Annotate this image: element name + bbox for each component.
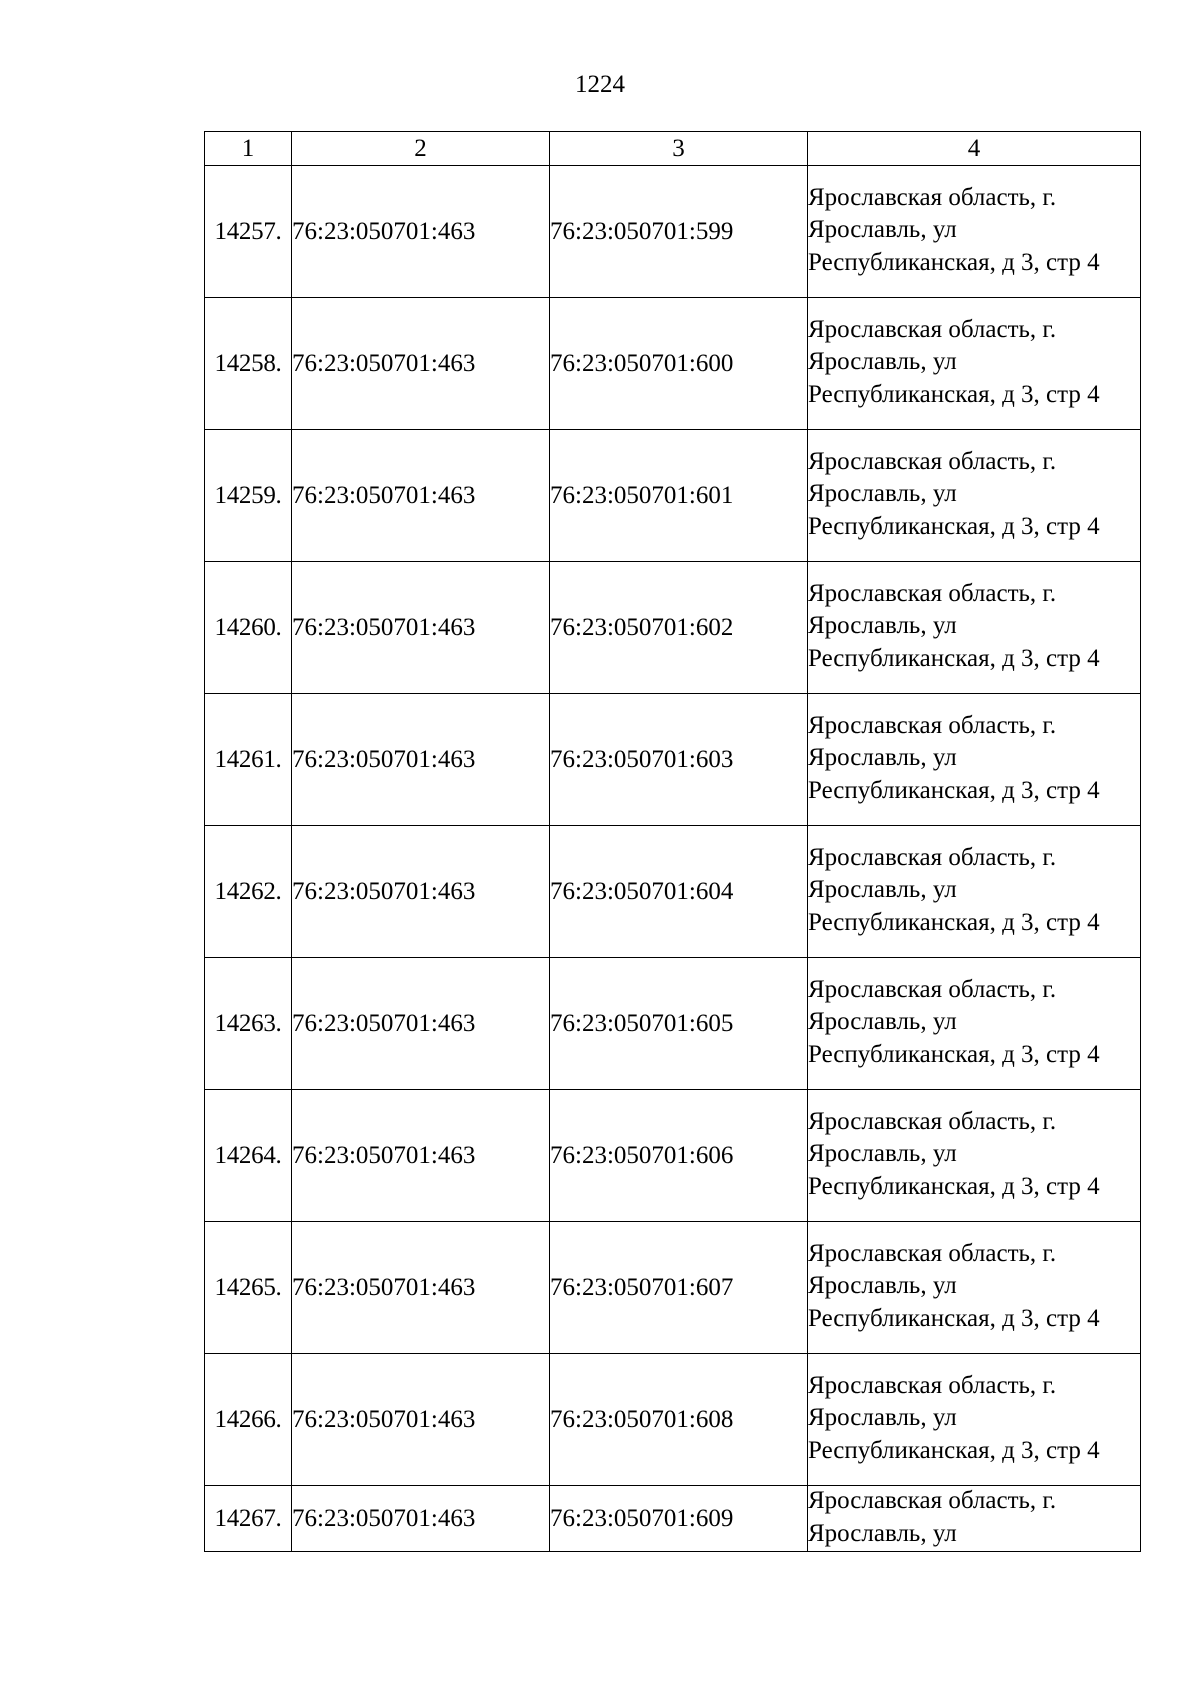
address: Ярославская область, г. Ярославль, ул Республиканская, д 3, стр 4: [808, 579, 1100, 672]
row-number: 14259.: [205, 430, 292, 562]
cadastral-number: 76:23:050701:608: [550, 1354, 808, 1486]
address: Ярославская область, г. Ярославль, ул Республиканская, д 3, стр 4: [808, 1371, 1100, 1464]
address-cell: [808, 1222, 1141, 1354]
cadastral-number: 76:23:050701:602: [550, 562, 808, 694]
row-number: 14261.: [205, 694, 292, 826]
row-number: 14260.: [205, 562, 292, 694]
table-row: [205, 1354, 1141, 1486]
table-row: [205, 562, 1141, 694]
table-row: [205, 430, 1141, 562]
address: Ярославская область, г. Ярославль, ул: [808, 1487, 1057, 1547]
cadastral-number: 76:23:050701:601: [550, 430, 808, 562]
row-number: 14264.: [205, 1090, 292, 1222]
address-cell: [808, 958, 1141, 1090]
address: Ярославская область, г. Ярославль, ул Республиканская, д 3, стр 4: [808, 1107, 1100, 1200]
address-cell: [808, 1354, 1141, 1486]
parent-cadastral-number: 76:23:050701:463: [292, 562, 550, 694]
table-row: [205, 958, 1141, 1090]
column-header-4: 4: [808, 132, 1141, 166]
table-row: [205, 1486, 1141, 1552]
parent-cadastral-number: 76:23:050701:463: [292, 1486, 550, 1552]
parent-cadastral-number: 76:23:050701:463: [292, 1222, 550, 1354]
row-number: 14267.: [205, 1486, 292, 1552]
row-number: 14265.: [205, 1222, 292, 1354]
address: Ярославская область, г. Ярославль, ул Республиканская, д 3, стр 4: [808, 315, 1100, 408]
address-cell: [808, 694, 1141, 826]
parent-cadastral-number: 76:23:050701:463: [292, 166, 550, 298]
address-cell: [808, 562, 1141, 694]
row-number: 14266.: [205, 1354, 292, 1486]
address-cell: [808, 430, 1141, 562]
cadastral-number: 76:23:050701:607: [550, 1222, 808, 1354]
cadastral-number: 76:23:050701:599: [550, 166, 808, 298]
parent-cadastral-number: 76:23:050701:463: [292, 1354, 550, 1486]
parent-cadastral-number: 76:23:050701:463: [292, 958, 550, 1090]
address-cell: [808, 1486, 1141, 1552]
address: Ярославская область, г. Ярославль, ул Республиканская, д 3, стр 4: [808, 447, 1100, 540]
table-header: [205, 132, 1141, 166]
parent-cadastral-number: 76:23:050701:463: [292, 430, 550, 562]
address: Ярославская область, г. Ярославль, ул Республиканская, д 3, стр 4: [808, 183, 1100, 276]
header-row: [205, 132, 1141, 166]
parent-cadastral-number: 76:23:050701:463: [292, 298, 550, 430]
page-number: 1224: [575, 71, 625, 98]
row-number: 14258.: [205, 298, 292, 430]
registry-table: [204, 131, 1141, 1552]
table-row: [205, 166, 1141, 298]
cadastral-number: 76:23:050701:604: [550, 826, 808, 958]
address: Ярославская область, г. Ярославль, ул Республиканская, д 3, стр 4: [808, 1239, 1100, 1332]
column-header-3: 3: [550, 132, 808, 166]
column-header-2: 2: [292, 132, 550, 166]
parent-cadastral-number: 76:23:050701:463: [292, 694, 550, 826]
address-cell: [808, 298, 1141, 430]
cadastral-number: 76:23:050701:605: [550, 958, 808, 1090]
row-number: 14257.: [205, 166, 292, 298]
cadastral-number: 76:23:050701:603: [550, 694, 808, 826]
table-row: [205, 298, 1141, 430]
cadastral-number: 76:23:050701:606: [550, 1090, 808, 1222]
parent-cadastral-number: 76:23:050701:463: [292, 826, 550, 958]
column-header-1: 1: [205, 132, 292, 166]
address-cell: [808, 826, 1141, 958]
address: Ярославская область, г. Ярославль, ул Республиканская, д 3, стр 4: [808, 843, 1100, 936]
address: Ярославская область, г. Ярославль, ул Республиканская, д 3, стр 4: [808, 711, 1100, 804]
address: Ярославская область, г. Ярославль, ул Республиканская, д 3, стр 4: [808, 975, 1100, 1068]
address-cell: [808, 1090, 1141, 1222]
row-number: 14262.: [205, 826, 292, 958]
table-body: [205, 166, 1141, 1552]
address-cell: [808, 166, 1141, 298]
row-number: 14263.: [205, 958, 292, 1090]
table-row: [205, 1222, 1141, 1354]
parent-cadastral-number: 76:23:050701:463: [292, 1090, 550, 1222]
table-row: [205, 694, 1141, 826]
table-row: [205, 826, 1141, 958]
table-row: [205, 1090, 1141, 1222]
cadastral-number: 76:23:050701:609: [550, 1486, 808, 1552]
cadastral-number: 76:23:050701:600: [550, 298, 808, 430]
